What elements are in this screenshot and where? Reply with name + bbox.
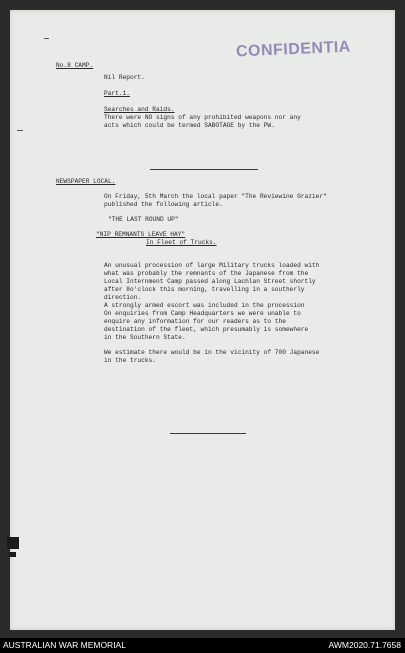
margin-mark [17,130,23,131]
nil-report: Nil Report. [104,74,145,81]
punch-hole [7,537,19,549]
searches-line: There were NO signs of any prohibited weapons nor any [104,114,301,121]
archive-footer [0,638,405,653]
intro-line: published the following article. [104,201,223,208]
archive-id: AWM2020.71.7658 [328,640,401,650]
article-line: what was probably the remnants of the Japanese from the [104,270,309,277]
estimate-line: We estimate there would be in the vicinity of 700 Japanese [104,349,320,356]
article-line: A strongly armed escort was included in the procession [104,302,305,309]
camp-heading: No.8 CAMP. [56,62,94,69]
article-line: enquire any information for our readers as to the [104,318,286,325]
punch-hole [9,552,16,557]
article-line: destination of the fleet, which presumably is somewhere [104,326,309,333]
article-line: On enquiries from Camp Headquarters we were unable to [104,310,301,317]
part-label: Part.1. [104,90,130,97]
searches-title: Searches and Raids. [104,106,175,113]
article-title: "THE LAST ROUND UP" [108,216,179,223]
newspaper-heading: NEWSPAPER LOCAL. [56,178,116,185]
searches-line: acts which could be termed SABOTAGE by the PW. [104,122,275,129]
intro-line: On Friday, 5th March the local paper "The Reviewine Grazier" [104,193,327,200]
article-line: Local Internment Camp passed along Lachlan Street shortly [104,278,316,285]
archive-name: AUSTRALIAN WAR MEMORIAL [3,640,126,650]
article-line: after 8o'clock this morning, travelling in a southerly [104,286,305,293]
estimate-line: in the trucks. [104,357,156,364]
confidential-stamp: CONFIDENTIA [235,38,352,61]
article-subhead: In Fleet of Trucks. [146,239,217,246]
article-subhead: "NIP REMNANTS LEAVE HAY" [96,231,186,238]
end-divider [170,433,246,434]
section-divider [150,169,258,170]
margin-mark [44,38,49,39]
article-line: direction. [104,294,142,301]
article-line: An unusual procession of large Military trucks loaded with [104,262,320,269]
article-line: in the Southern State. [104,334,186,341]
